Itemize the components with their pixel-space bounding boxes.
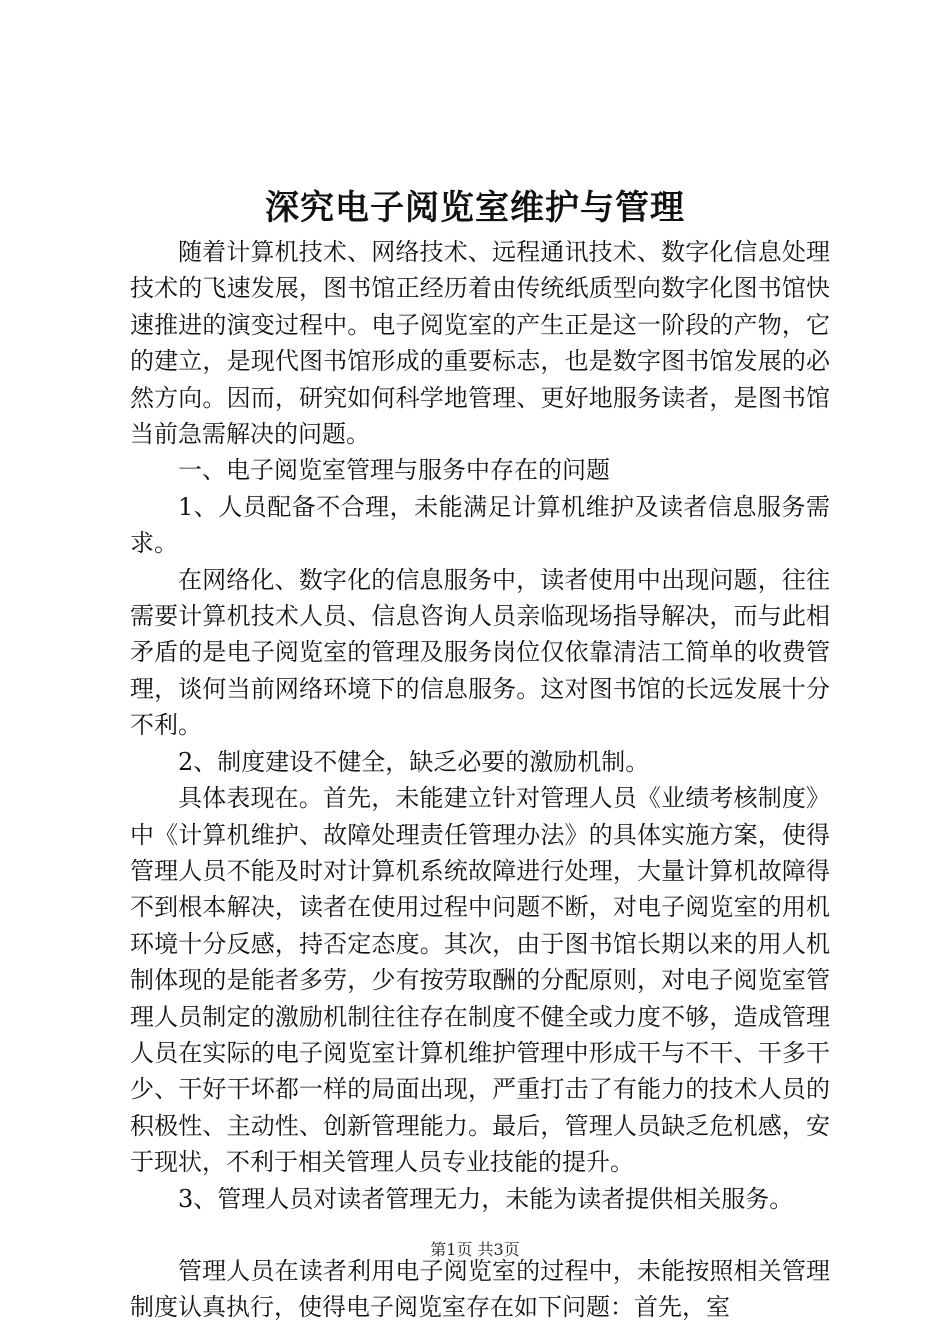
subheading-system: 2、制度建设不健全，缺乏必要的激励机制。 xyxy=(178,747,650,776)
paragraph-reader-management: 管理人员在读者利用电子阅览室的过程中，未能按照相关管理制度认真执行，使得电子阅览室存在如下问题：首先，室 xyxy=(130,1256,830,1322)
subheading-staffing: 1、人员配备不合理，未能满足计算机维护及读者信息服务需求。 xyxy=(130,492,830,558)
paragraph-intro: 随着计算机技术、网络技术、远程通讯技术、数字化信息处理技术的飞速发展，图书馆正经历着由传统纸质型向数字化图书馆快速推进的演变过程中。电子阅览室的产生正是这一阶段的产物，它的建立，是现代图书馆形成的重要标志，也是数字图书馆发展的必然方向。因而，研究如何科学地管理、更好地服务读者，是图书馆当前急需解决的问题。 xyxy=(130,238,830,449)
document-body xyxy=(130,234,830,1326)
paragraph-staffing: 在网络化、数字化的信息服务中，读者使用中出现问题，往往需要计算机技术人员、信息咨询人员亲临现场指导解决，而与此相矛盾的是电子阅览室的管理及服务岗位仅依靠清洁工简单的收费管理，谈何当前网络环境下的信息服务。这对图书馆的长远发展十分不利。 xyxy=(130,565,830,740)
page-footer: 第1页 共3页 xyxy=(430,1240,520,1259)
paragraph-system: 具体表现在。首先，未能建立针对管理人员《业绩考核制度》中《计算机维护、故障处理责任管理办法》的具体实施方案，使得管理人员不能及时对计算机系统故障进行处理，大量计算机故障得不到根本解决，读者在使用过程中问题不断，对电子阅览室的用机环境十分反感，持否定态度。其次，由于图书馆长期以来的用人机制体现的是能者多劳，少有按劳取酬的分配原则，对电子阅览室管理人员制定的激励机制往往存在制度不健全或力度不够，造成管理人员在实际的电子阅览室计算机维护管理中形成干与不干、干多干少、干好干坏都一样的局面出现，严重打击了有能力的技术人员的积极性、主动性、创新管理能力。最后，管理人员缺乏危机感，安于现状，不利于相关管理人员专业技能的提升。 xyxy=(130,784,830,1177)
subheading-reader-management: 3、管理人员对读者管理无力，未能为读者提供相关服务。 xyxy=(178,1184,794,1213)
section-heading-problems: 一、电子阅览室管理与服务中存在的问题 xyxy=(178,456,610,485)
document-title: 深究电子阅览室维护与管理 xyxy=(265,188,685,228)
